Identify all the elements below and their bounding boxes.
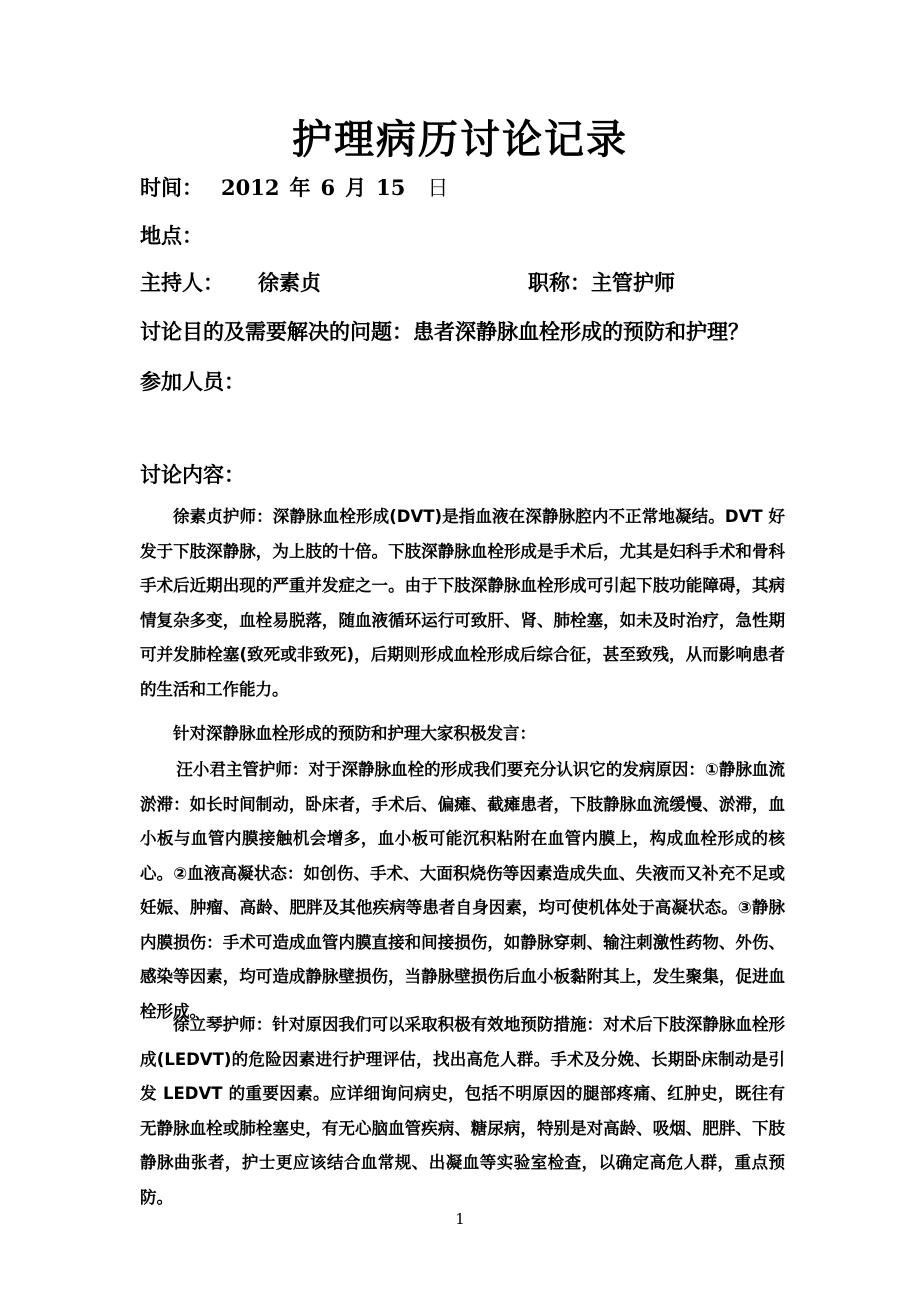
location-label: 地点： bbox=[140, 224, 203, 248]
host-name: 徐素贞 bbox=[258, 271, 321, 295]
job-title: 职称：主管护师 bbox=[528, 271, 675, 295]
time-month: 6 bbox=[320, 175, 336, 200]
time-year-unit: 年 bbox=[289, 176, 311, 200]
paragraph-wang-xiaojun: 汪小君主管护师：对于深静脉血栓的形成我们要充分认识它的发病原因：①静脉血流淤滞：如长时间制动，卧床者，手术后、偏瘫、截瘫患者，下肢静脉血流缓慢、淤滞，血小板与血管内膜接触机会增多，血小板可能沉积粘附在血管内膜上，构成血栓形成的核心。②血液高凝状态：如创伤、手术、大面积烧伤等因素造成失血、失液而又补充不足或妊娠、肿瘤、高龄、肥胖及其他疾病等患者自身因素，均可使机体处于高凝状态。③静脉内膜损伤：手术可造成血管内膜直接和间接损伤，如静脉穿刺、输注刺激性药物、外伤、感染等因素，均可造成静脉壁损伤，当静脉壁损伤后血小板黏附其上，发生聚集，促进血栓形成。 bbox=[140, 760, 785, 1021]
host-label: 主持人： bbox=[140, 271, 224, 295]
paragraph-intro: 针对深静脉血栓形成的预防和护理大家积极发言： bbox=[173, 724, 536, 743]
attendees-label: 参加人员： bbox=[140, 370, 245, 394]
discussion-purpose: 讨论目的及需要解决的问题：患者深静脉血栓形成的预防和护理？ bbox=[140, 320, 749, 344]
time-year: 2012 bbox=[221, 175, 280, 200]
document-title: 护理病历讨论记录 bbox=[292, 117, 628, 163]
time-line bbox=[140, 172, 448, 202]
time-month-unit: 月 bbox=[345, 176, 367, 200]
location-line bbox=[140, 220, 203, 250]
page-number: 1 bbox=[455, 1210, 465, 1228]
host-line bbox=[140, 267, 321, 297]
paragraph-xu-suzhen: 徐素贞护师：深静脉血栓形成(DVT)是指血液在深静脉腔内不正常地凝结。DVT 好发于下肢深静脉，为上肢的十倍。下肢深静脉血栓形成是手术后，尤其是妇科手术和骨科手术后近期出现的严重并发症之一。由于下肢深静脉血栓形成可引起下肢功能障碍，其病情复杂多变，血栓易脱落，随血液循环运行可致肝、肾、肺栓塞，如未及时治疗，急性期可并发肺栓塞(致死或非致死)，后期则形成血栓形成后综合征，甚至致残，从而影响患者的生活和工作能力。 bbox=[140, 507, 785, 699]
time-label: 时间： bbox=[140, 176, 203, 200]
time-day: 15 bbox=[376, 175, 406, 200]
time-day-unit: 日 bbox=[427, 176, 449, 200]
content-label: 讨论内容： bbox=[140, 463, 245, 487]
paragraph-xu-liqin: 徐立琴护师：针对原因我们可以采取积极有效地预防措施：对术后下肢深静脉血栓形成(LEDVT)的危险因素进行护理评估，找出高危人群。手术及分娩、长期卧床制动是引发 LEDVT 的重要因素。应详细询问病史，包括不明原因的腿部疼痛、红肿史，既往有无静脉血栓或肺栓塞史，有无心脑血管疾病、糖尿病，特别是对高龄、吸烟、肥胖、下肢静脉曲张者，护士更应该结合血常规、出凝血等实验室检查，以确定高危人群，重点预防。 bbox=[140, 1015, 785, 1207]
